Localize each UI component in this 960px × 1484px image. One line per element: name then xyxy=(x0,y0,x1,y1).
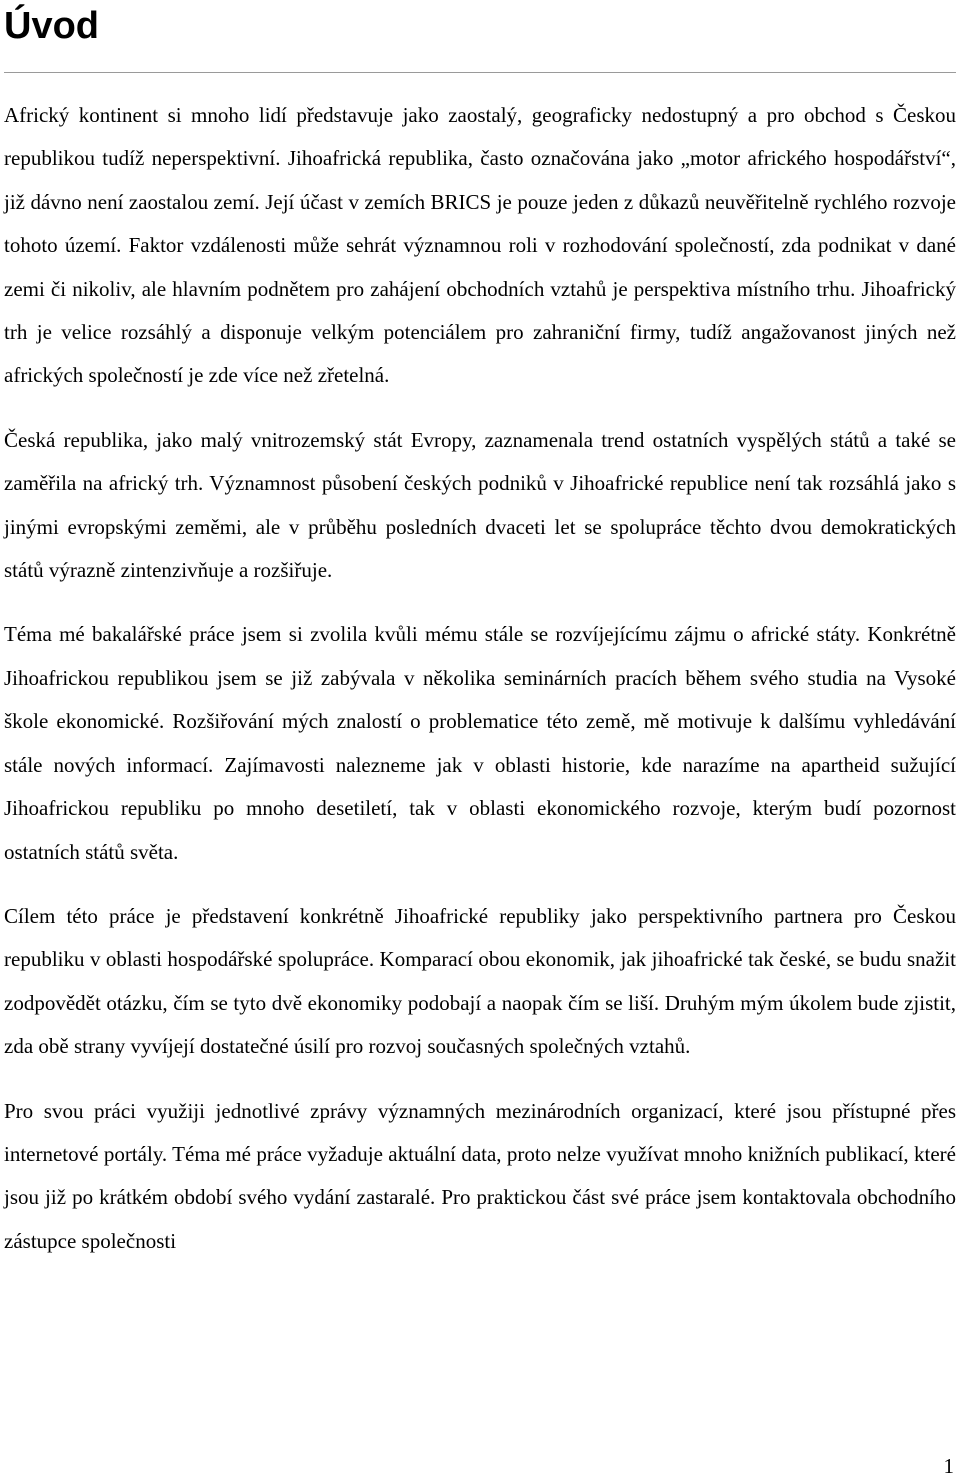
paragraph-1: Africký kontinent si mnoho lidí představuje jako zaostalý, geograficky nedostupný a pro obchod s Českou republikou tudíž neperspektivní. Jihoafrická republika, často označována jako „motor afrického hospodářství“, již dávno není zaostalou zemí. Její účast v zemích BRICS je pouze jeden z důkazů neuvěřitelně rychlého rozvoje tohoto území. Faktor vzdálenosti může sehrát významnou roli v rozhodování společností, zda podnikat v dané zemi či nikoliv, ale hlavním podnětem pro zahájení obchodních vztahů je perspektiva místního trhu. Jihoafrický trh je velice rozsáhlý a disponuje velkým potenciálem pro zahraniční firmy, tudíž angažovanost jiných než afrických společností je zde více než zřetelná. xyxy=(4,103,956,388)
paragraph-2: Česká republika, jako malý vnitrozemský stát Evropy, zaznamenala trend ostatních vyspělých států a také se zaměřila na africký trh. Významnost působení českých podniků v Jihoafrické republice není tak rozsáhlá jako s jinými evropskými zeměmi, ale v průběhu posledních dvaceti let se spolupráce těchto dvou demokratických států výrazně zintenzivňuje a rozšiřuje. xyxy=(4,427,956,583)
page-number: 1 xyxy=(943,1454,954,1478)
heading-divider xyxy=(4,72,956,73)
page-title: Úvod xyxy=(4,5,99,47)
paragraph-5: Pro svou práci využiji jednotlivé zprávy významných mezinárodních organizací, které jsou přístupné přes internetové portály. Téma mé práce vyžaduje aktuální data, proto nelze využívat mnoho knižních publikací, které jsou již po krátkém období svého vydání zastaralé. Pro praktickou část své práce jsem kontaktovala obchodního zástupce společnosti xyxy=(4,1098,956,1253)
paragraph-4: Cílem této práce je představení konkrétně Jihoafrické republiky jako perspektivního partnera pro Českou republiku v oblasti hospodářské spolupráce. Komparací obou ekonomik, jak jihoafrické tak české, se budu snažit zodpovědět otázku, čím se tyto dvě ekonomiky podobají a naopak čím se liší. Druhým mým úkolem bude zjistit, zda obě strany vyvíjejí dostatečné úsilí pro rozvoj současných společných vztahů. xyxy=(4,903,956,1059)
document-body xyxy=(4,94,956,1284)
paragraph-3: Téma mé bakalářské práce jsem si zvolila kvůli mému stále se rozvíjejícímu zájmu o africké státy. Konkrétně Jihoafrickou republikou jsem se již zabývala v několika seminárních pracích během svého studia na Vysoké škole ekonomické. Rozšiřování mých znalostí o problematice této země, mě motivuje k dalšímu vyhledávání stále nových informací. Zajímavosti nalezneme jak v oblasti historie, kde narazíme na apartheid sužující Jihoafrickou republiku po mnoho desetiletí, tak v oblasti ekonomického rozvoje, kterým budí pozornost ostatních států světa. xyxy=(4,622,956,864)
